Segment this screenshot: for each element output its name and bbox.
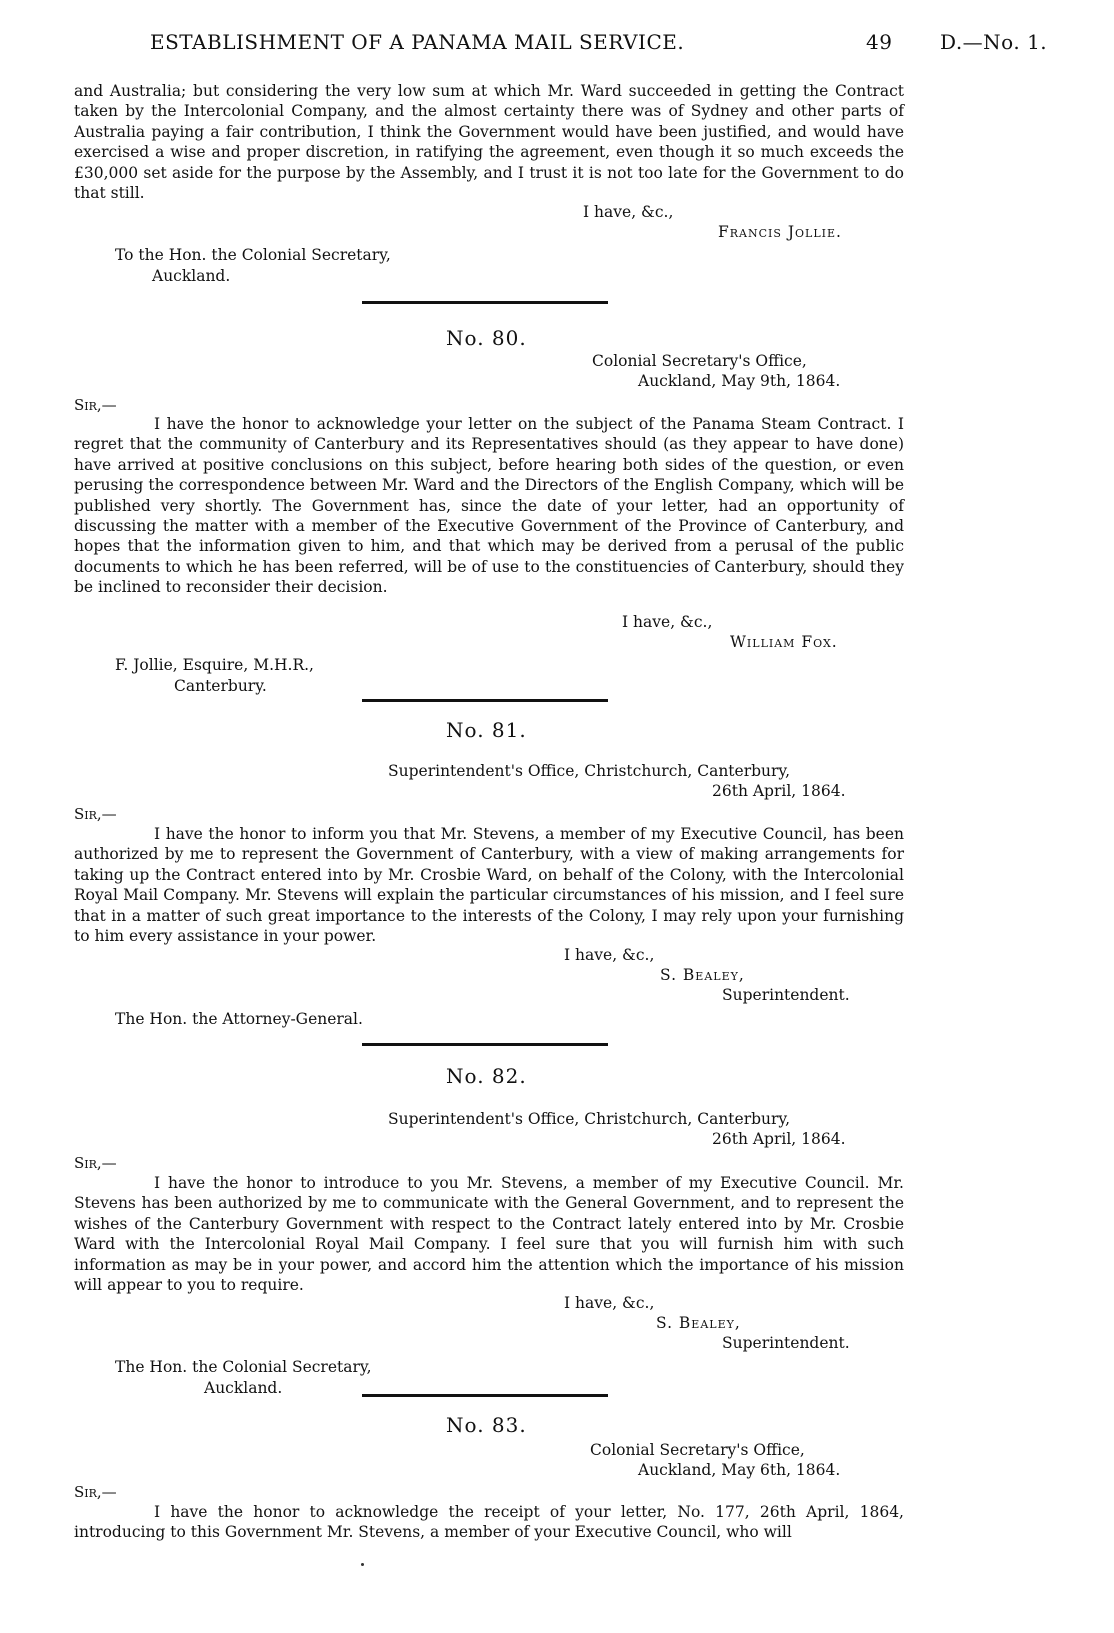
addressee-line2: Canterbury. [174, 677, 267, 695]
section-divider [362, 699, 608, 702]
print-speck [361, 1563, 364, 1566]
letter-from-line2: Auckland, May 6th, 1864. [638, 1461, 841, 1479]
letter-number: No. 82. [446, 1064, 527, 1088]
running-header-title: ESTABLISHMENT OF A PANAMA MAIL SERVICE. [150, 30, 685, 54]
letter-number: No. 81. [446, 718, 527, 742]
section-divider [362, 301, 608, 304]
continuation-paragraph: and Australia; but considering the very low sum at which Mr. Ward succeeded in getting the Contract taken by the Intercolonial Company, and the almost certainty there was of Sydney and other parts of Australia paying a fair contribution, I think the Government would have been justified, and would have exercised a wise and proper discretion, in ratifying the agreement, even though it so much exceeds the £30,000 set aside for the purpose by the Assembly, and I trust it is not too late for the Government to do that still. [74, 82, 904, 203]
letter-number: No. 80. [446, 326, 527, 350]
letter-from-line1: Colonial Secretary's Office, [592, 352, 807, 370]
closing: I have, &c., [622, 613, 713, 631]
letter-from-line2: 26th April, 1864. [712, 782, 846, 800]
closing: I have, &c., [564, 1294, 655, 1312]
page-number: 49 [866, 30, 893, 54]
closing: I have, &c., [583, 203, 674, 221]
letter-body-text: I have the honor to acknowledge the receipt of your letter, No. 177, 26th April, 1864, introducing to this Government Mr. Stevens, a member of your Executive Council, who will [74, 1503, 904, 1542]
letter-number: No. 83. [446, 1413, 527, 1437]
addressee-line1: The Hon. the Attorney-General. [115, 1010, 363, 1028]
addressee-line1: The Hon. the Colonial Secretary, [115, 1358, 372, 1376]
letter-from-line1: Superintendent's Office, Christchurch, Canterbury, [388, 1110, 791, 1128]
signature: Francis Jollie. [718, 223, 842, 241]
letter-body [74, 1173, 904, 1295]
section-divider [362, 1043, 608, 1046]
letter-body [74, 414, 904, 598]
salutation: Sir,— [74, 1483, 117, 1501]
letter-from-line2: Auckland, May 9th, 1864. [638, 372, 841, 390]
signature: William Fox. [730, 633, 838, 651]
letter-body-text: I have the honor to inform you that Mr. Stevens, a member of my Executive Council, has been authorized by me to represent the Government of Canterbury, with a view of making arrangements for taking up the Contract entered into by Mr. Crosbie Ward, on behalf of the Colony, with the Intercolonial Royal Mail Company. Mr. Stevens will explain the particular circumstances of his mission, and I feel sure that in a matter of such great importance to the interests of the Colony, I may rely upon your furnishing to him every assistance in your power. [74, 825, 904, 946]
salutation: Sir,— [74, 1154, 117, 1172]
letter-from-line2: 26th April, 1864. [712, 1130, 846, 1148]
signature: S. Bealey, [660, 966, 745, 984]
addressee-line2: Auckland. [204, 1379, 283, 1397]
closing: I have, &c., [564, 946, 655, 964]
signatory-title: Superintendent. [722, 986, 850, 1004]
section-divider [362, 1394, 608, 1397]
letter-body-text: I have the honor to acknowledge your letter on the subject of the Panama Steam Contract. I regret that the community of Canterbury and its Representatives should (as they appear to have done) have arrived at positive conclusions on this subject, before hearing both sides of the question, or even perusing the correspondence between Mr. Ward and the Directors of the English Company, which will be published very shortly. The Government has, since the date of your letter, had an opportunity of discussing the matter with a member of the Executive Government of the Province of Canterbury, and hopes that the information given to him, and that which may be derived from a perusal of the public documents to which he has been referred, will be of use to the constituencies of Canterbury, should they be inclined to reconsider their decision. [74, 415, 904, 597]
addressee-line1: F. Jollie, Esquire, M.H.R., [115, 656, 314, 674]
letter-from-line1: Superintendent's Office, Christchurch, Canterbury, [388, 762, 791, 780]
letter-body [74, 1502, 904, 1543]
letter-body-text: I have the honor to introduce to you Mr. Stevens, a member of my Executive Council. Mr. Stevens has been authorized by me to communicate with the General Government, and to represent the wishes of the Canterbury Government with respect to the Contract lately entered into by Mr. Crosbie Ward with the Intercolonial Royal Mail Company. I feel sure that you will furnish him with such information as may be in your power, and accord him the attention which the importance of his mission will appear to you to require. [74, 1174, 904, 1295]
addressee-line1: To the Hon. the Colonial Secretary, [115, 246, 391, 264]
salutation: Sir,— [74, 396, 117, 414]
document-reference: D.—No. 1. [940, 30, 1048, 54]
salutation: Sir,— [74, 805, 117, 823]
letter-from-line1: Colonial Secretary's Office, [590, 1441, 805, 1459]
signature: S. Bealey, [656, 1314, 741, 1332]
letter-body [74, 824, 904, 946]
addressee-line2: Auckland. [152, 267, 231, 285]
signatory-title: Superintendent. [722, 1334, 850, 1352]
